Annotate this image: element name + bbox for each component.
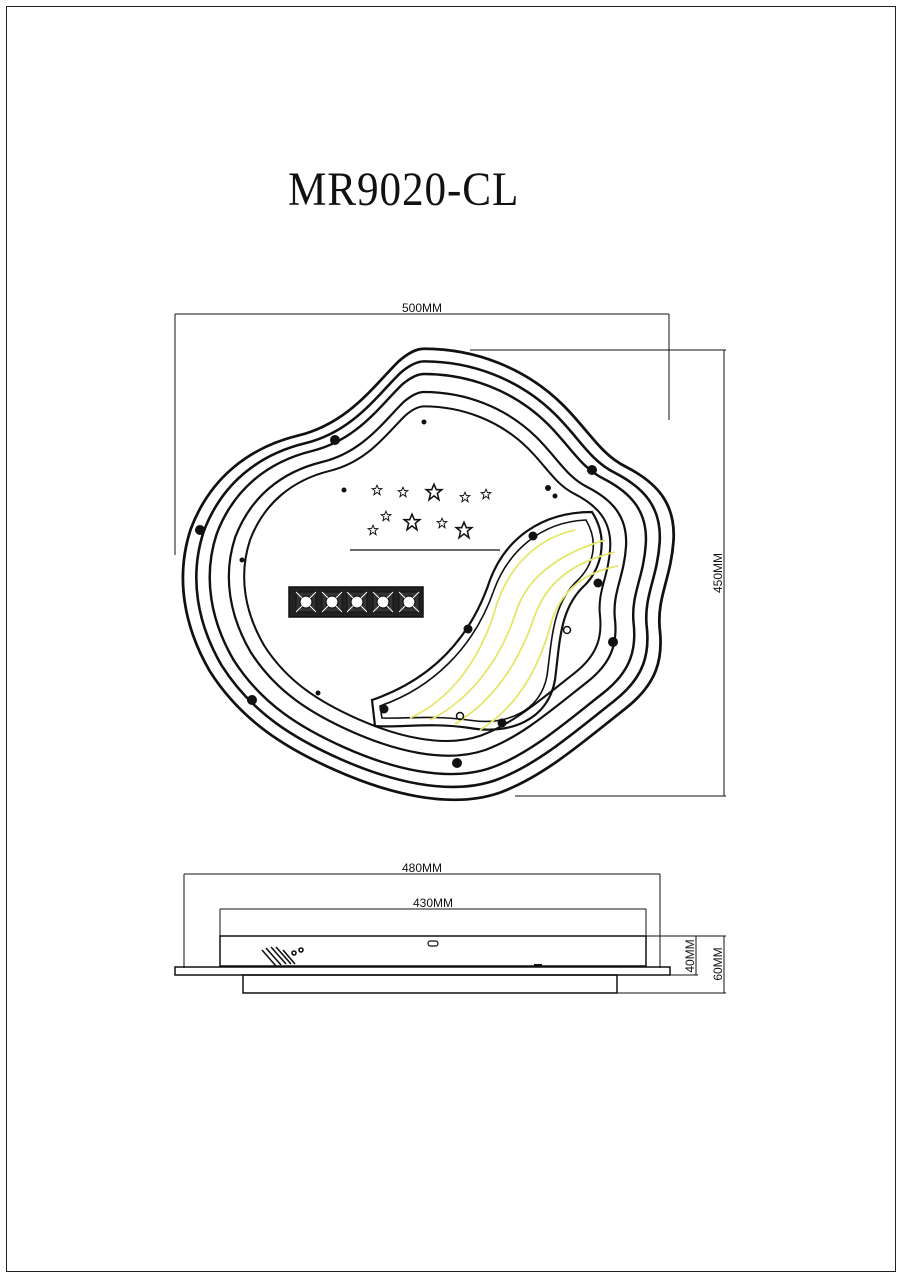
height-label: 450MM <box>711 552 725 594</box>
crystal-strip <box>289 587 423 617</box>
body-height-dimension <box>646 936 698 975</box>
lamp-plate <box>175 967 670 975</box>
total-height-label: 60MM <box>711 947 725 981</box>
top-view <box>175 301 726 800</box>
vent-slots <box>262 947 303 966</box>
side-view <box>175 861 726 993</box>
lamp-outline <box>183 349 674 800</box>
curved-insert <box>372 512 618 730</box>
inner-width-dimension <box>220 896 646 936</box>
side-indicator <box>428 941 438 946</box>
outer-width-dimension <box>184 861 660 968</box>
total-height-dimension <box>617 936 726 993</box>
side-switch <box>534 964 542 967</box>
yellow-light-strips <box>410 530 618 730</box>
outer-width-label: 480MM <box>401 861 443 875</box>
width-label: 500MM <box>401 301 443 315</box>
inner-width-label: 430MM <box>412 896 454 910</box>
model-title: MR9020-CL <box>288 163 520 216</box>
star-decoration <box>368 484 491 538</box>
lamp-base <box>243 975 617 993</box>
body-height-label: 40MM <box>683 939 697 973</box>
